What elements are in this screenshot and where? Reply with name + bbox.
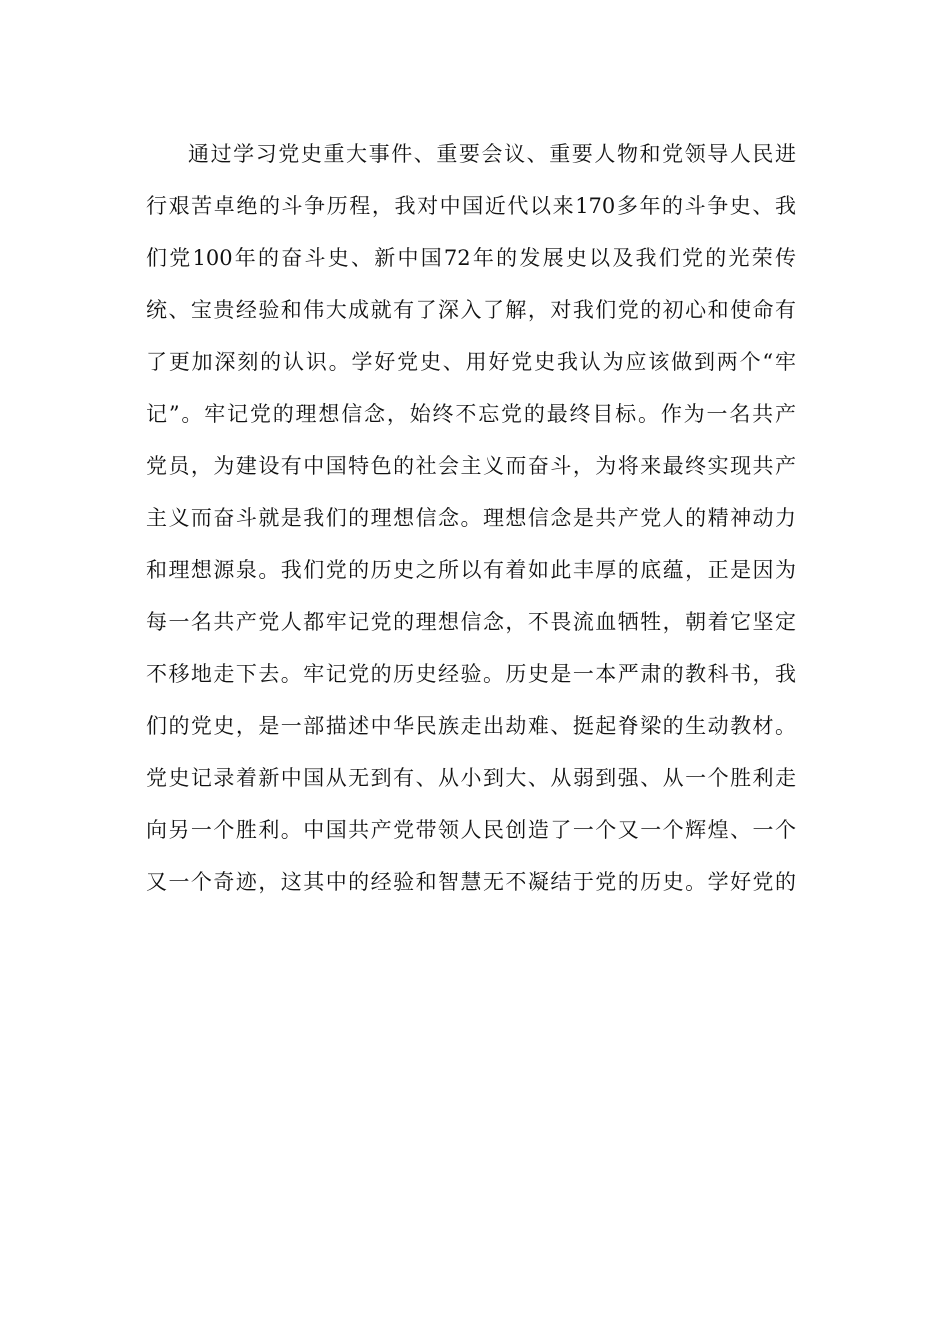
body-paragraph [146,128,796,908]
text-line: 记”。牢记党的理想信念，始终不忘党的最终目标。作为一名共产 [146,402,796,426]
text-line: 通过学习党史重大事件、重要会议、重要人物和党领导人民进 [188,142,796,166]
text-line: 们的党史，是一部描述中华民族走出劫难、挺起脊梁的生动教材。 [146,714,796,738]
text-line: 党员，为建设有中国特色的社会主义而奋斗，为将来最终实现共产 [146,454,796,478]
text-line: 每一名共产党人都牢记党的理想信念，不畏流血牺牲，朝着它坚定 [146,610,796,634]
text-line: 不移地走下去。牢记党的历史经验。历史是一本严肃的教科书，我 [146,662,796,686]
text-line: 又一个奇迹，这其中的经验和智慧无不凝结于党的历史。学好党的 [146,870,796,894]
text-line: 和理想源泉。我们党的历史之所以有着如此丰厚的底蕴，正是因为 [146,558,796,582]
text-line: 们党100年的奋斗史、新中国72年的发展史以及我们党的光荣传 [146,246,796,270]
text-line: 党史记录着新中国从无到有、从小到大、从弱到强、从一个胜利走 [146,766,796,790]
text-line: 了更加深刻的认识。学好党史、用好党史我认为应该做到两个“牢 [146,350,796,374]
text-line: 行艰苦卓绝的斗争历程，我对中国近代以来170多年的斗争史、我 [146,194,796,218]
text-line: 主义而奋斗就是我们的理想信念。理想信念是共产党人的精神动力 [146,506,796,530]
text-line: 向另一个胜利。中国共产党带领人民创造了一个又一个辉煌、一个 [146,818,796,842]
text-line: 统、宝贵经验和伟大成就有了深入了解，对我们党的初心和使命有 [146,298,796,322]
